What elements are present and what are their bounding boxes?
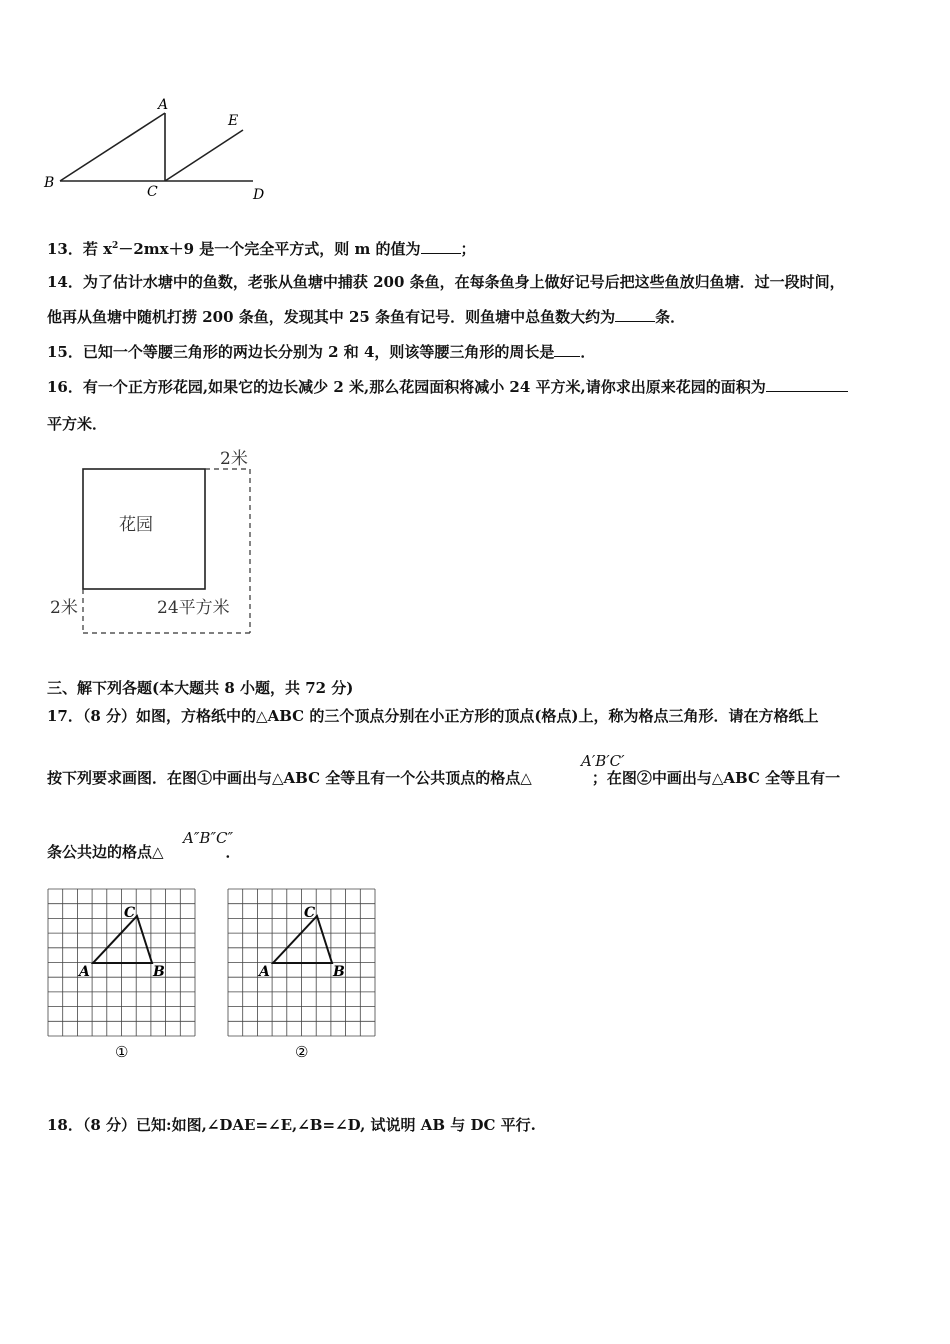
garden-label: 花园 xyxy=(119,515,153,535)
question-14-line-2: 他再从鱼塘中随机打捞 200 条鱼，发现其中 25 条鱼有记号．则鱼塘中总鱼数大约为 条． xyxy=(47,308,686,326)
label-A: A xyxy=(158,97,169,113)
question-17-line-3: 条公共边的格点△ ． xyxy=(47,843,241,861)
segment-CE xyxy=(165,130,243,181)
garden-area-label: 24平方米 xyxy=(157,598,230,618)
garden-top-right-label: 2米 xyxy=(220,449,248,469)
vertex-label-C: C xyxy=(304,905,316,921)
question-15: 15．已知一个等腰三角形的两边长分别为 2 和 4，则该等腰三角形的周长是 ． xyxy=(47,343,596,361)
grid-figure-2 xyxy=(225,885,380,1065)
vertex-label-B: B xyxy=(333,964,345,980)
grid-caption: ① xyxy=(115,1043,129,1061)
vertex-label-C: C xyxy=(124,905,136,921)
triangle-label-double-prime: A″B″C″ xyxy=(183,829,234,847)
triangle-ABC xyxy=(93,916,152,963)
question-13: 13．若 $x^2-2mx+9$ 是一个完全平方式，则 m 的值为 ； xyxy=(47,240,476,258)
label-E: E xyxy=(228,113,239,129)
question-14-line-1: 14．为了估计水塘中的鱼数，老张从鱼塘中捕获 200 条鱼，在每条鱼身上做好记号后把这些鱼放归鱼塘．过一段时间， xyxy=(47,273,845,291)
answer-blank[interactable] xyxy=(766,377,848,392)
garden-bottom-left-label: 2米 xyxy=(50,598,78,618)
question-16-line-1: 16．有一个正方形花园,如果它的边长减少 2 米,那么花园面积将减小 24 平方米,请你求出原来花园的面积为 xyxy=(47,377,848,397)
label-B: B xyxy=(44,175,55,191)
angle-figure xyxy=(40,95,280,205)
question-18: 18．（8 分）已知:如图,∠DAE=∠E,∠B=∠D, 试说明 AB 与 DC 平行. xyxy=(47,1116,536,1134)
question-17-line-1: 17．（8 分）如图，方格纸中的△ABC 的三个顶点分别在小正方形的顶点(格点)上，称为格点三角形．请在方格纸上 xyxy=(47,707,819,725)
grid-caption: ② xyxy=(295,1043,309,1061)
grid-figure-1 xyxy=(45,885,200,1065)
question-16-line-2: 平方米． xyxy=(47,415,108,433)
vertex-label-A: A xyxy=(79,964,90,980)
triangle-label-prime: A′B′C′ xyxy=(581,752,625,770)
answer-blank[interactable] xyxy=(421,239,461,254)
triangle-ABC xyxy=(273,916,332,963)
question-17-line-2: 按下列要求画图．在图①中画出与△ABC 全等且有一个公共顶点的格点△ ；在图②中画出与△ABC 全等且有一 xyxy=(47,769,841,787)
vertex-label-B: B xyxy=(153,964,165,980)
segment-BA xyxy=(60,113,165,181)
vertex-label-A: A xyxy=(259,964,270,980)
section-heading: 三、解下列各题(本大题共 8 小题，共 72 分) xyxy=(47,679,354,697)
label-D: D xyxy=(253,187,265,203)
answer-blank[interactable] xyxy=(615,307,655,322)
label-C: C xyxy=(147,184,158,200)
answer-blank[interactable] xyxy=(554,342,580,357)
garden-figure xyxy=(45,445,270,640)
